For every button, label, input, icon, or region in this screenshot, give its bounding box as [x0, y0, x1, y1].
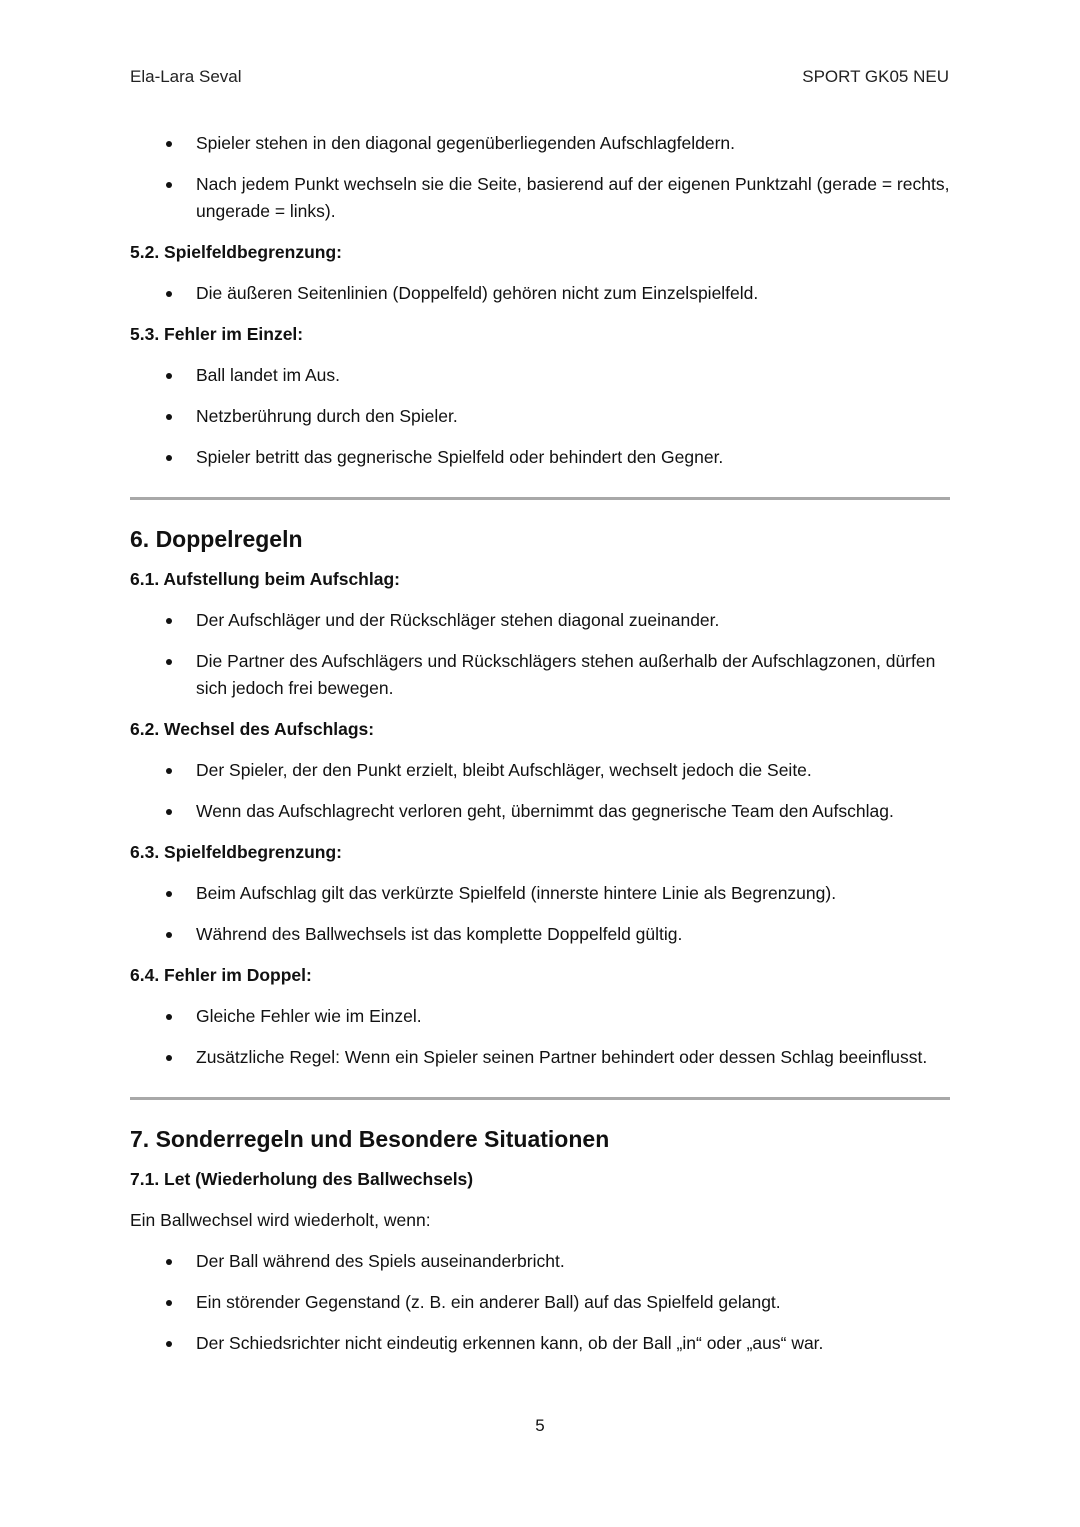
subheading-6-3: 6.3. Spielfeldbegrenzung:	[130, 842, 342, 862]
list-item: Ball landet im Aus.	[130, 362, 950, 389]
list-item: Ein störender Gegenstand (z. B. ein anderer Ball) auf das Spielfeld gelangt.	[130, 1289, 950, 1316]
list-item: Spieler betritt das gegnerische Spielfeld oder behindert den Gegner.	[130, 444, 950, 471]
bullet-list-6-4	[130, 1003, 950, 1071]
subheading-6-2: 6.2. Wechsel des Aufschlags:	[130, 719, 375, 739]
intro-bullet-list	[130, 130, 950, 225]
list-item: Wenn das Aufschlagrecht verloren geht, übernimmt das gegnerische Team den Aufschlag.	[130, 798, 950, 825]
bullet-list-6-2	[130, 757, 950, 825]
list-item: Der Schiedsrichter nicht eindeutig erkennen kann, ob der Ball „in“ oder „aus“ war.	[130, 1330, 950, 1357]
subheading-6-4: 6.4. Fehler im Doppel:	[130, 965, 312, 985]
list-item: Die äußeren Seitenlinien (Doppelfeld) gehören nicht zum Einzelspielfeld.	[130, 280, 950, 307]
subheading-6-1: 6.1. Aufstellung beim Aufschlag:	[130, 569, 400, 589]
subheading-7-1: 7.1. Let (Wiederholung des Ballwechsels)	[130, 1169, 474, 1189]
list-item: Die Partner des Aufschlägers und Rückschlägers stehen außerhalb der Aufschlagzonen, dürfen sich jedoch frei bewegen.	[130, 648, 950, 702]
bullet-list-5-3	[130, 362, 950, 471]
list-item: Zusätzliche Regel: Wenn ein Spieler seinen Partner behindert oder dessen Schlag beeinflusst.	[130, 1044, 950, 1071]
paragraph-7-1-intro: Ein Ballwechsel wird wiederholt, wenn:	[130, 1210, 431, 1230]
bullet-list-6-3	[130, 880, 950, 948]
list-item: Netzberührung durch den Spieler.	[130, 403, 950, 430]
list-item: Gleiche Fehler wie im Einzel.	[130, 1003, 950, 1030]
header-author: Ela-Lara Seval	[130, 67, 242, 86]
bullet-list-5-2	[130, 280, 950, 307]
list-item: Nach jedem Punkt wechseln sie die Seite, basierend auf der eigenen Punktzahl (gerade = rechts, ungerade = links).	[130, 171, 950, 225]
list-item: Der Spieler, der den Punkt erzielt, bleibt Aufschläger, wechselt jedoch die Seite.	[130, 757, 950, 784]
section-divider	[130, 1097, 950, 1100]
page-content	[130, 130, 950, 1371]
section-title-7: 7. Sonderregeln und Besondere Situationen	[130, 1126, 610, 1152]
list-item: Spieler stehen in den diagonal gegenüberliegenden Aufschlagfeldern.	[130, 130, 950, 157]
section-title-6: 6. Doppelregeln	[130, 526, 303, 552]
header-course: SPORT GK05 NEU	[802, 67, 949, 86]
list-item: Während des Ballwechsels ist das komplette Doppelfeld gültig.	[130, 921, 950, 948]
section-divider	[130, 497, 950, 500]
bullet-list-7-1	[130, 1248, 950, 1357]
subheading-5-3: 5.3. Fehler im Einzel:	[130, 324, 304, 344]
subheading-5-2: 5.2. Spielfeldbegrenzung:	[130, 242, 342, 262]
page-number: 5	[535, 1416, 545, 1435]
list-item: Der Aufschläger und der Rückschläger stehen diagonal zueinander.	[130, 607, 950, 634]
list-item: Der Ball während des Spiels auseinanderbricht.	[130, 1248, 950, 1275]
bullet-list-6-1	[130, 607, 950, 702]
list-item: Beim Aufschlag gilt das verkürzte Spielfeld (innerste hintere Linie als Begrenzung).	[130, 880, 950, 907]
